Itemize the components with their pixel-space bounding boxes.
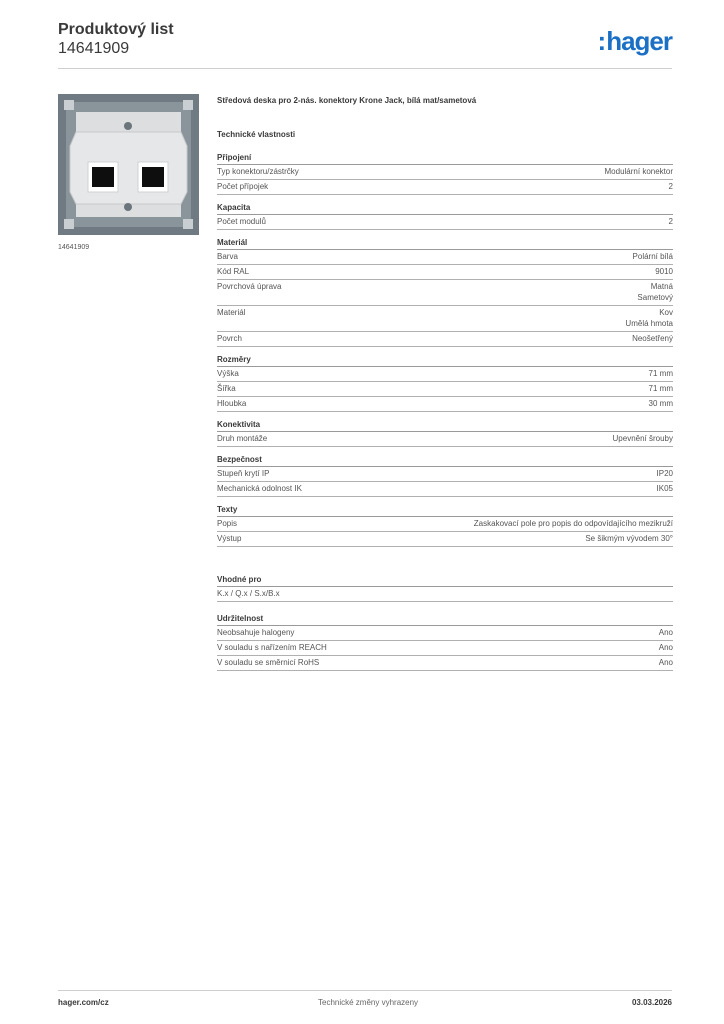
section-title: Bezpečnost: [217, 454, 673, 467]
spec-value: [649, 383, 673, 394]
spec-section: [217, 237, 673, 347]
spec-label: Výstup: [217, 534, 242, 543]
spec-value-line: Polární bílá: [632, 252, 673, 261]
spec-label: Barva: [217, 252, 238, 261]
section-title: Kapacita: [217, 202, 673, 215]
spec-value: [625, 307, 673, 329]
spec-value-line: IK05: [656, 484, 673, 493]
spec-value: [633, 251, 673, 262]
spec-row: [217, 265, 673, 280]
spec-sections: [217, 152, 673, 547]
spec-row: [217, 180, 673, 195]
spec-value-line: Ano: [658, 643, 673, 652]
section-title: Vhodné pro: [217, 574, 673, 587]
spec-label: Kód RAL: [217, 267, 250, 276]
spec-row: [217, 532, 673, 547]
spec-row: [217, 467, 673, 482]
spec-value: [669, 181, 673, 192]
spec-value: [659, 657, 673, 668]
hager-logo: :hager: [597, 26, 672, 56]
spec-section: [217, 454, 673, 497]
spec-label: Typ konektoru/zástrčky: [217, 167, 299, 176]
footer-date: 03.03.2026: [631, 998, 672, 1007]
spec-label: Povrchová úprava: [217, 282, 282, 291]
spec-value-line: Sametový: [637, 293, 673, 302]
product-image: [58, 94, 199, 235]
spec-value-line: Zaskakovací pole pro popis do odpovídajícího mezikruží: [473, 519, 673, 528]
spec-label: Stupeň krytí IP: [217, 469, 270, 478]
spec-value-line: Ano: [658, 658, 673, 667]
spec-label: Neobsahuje halogeny: [217, 628, 295, 637]
spec-row: [217, 587, 673, 602]
document-header: [58, 20, 174, 58]
specifications-panel: [217, 96, 673, 678]
spec-label: K.x / Q.x / S.x/B.x: [217, 589, 280, 598]
technical-properties-heading: Technické vlastnosti: [217, 130, 296, 139]
spec-row: [217, 397, 673, 412]
spec-value: [649, 368, 673, 379]
product-description: Středová deska pro 2-nás. konektory Krone Jack, bílá mat/sametová: [217, 96, 477, 105]
spec-value-line: 9010: [655, 267, 673, 276]
spec-row: [217, 215, 673, 230]
spec-row: [217, 656, 673, 671]
spec-row: [217, 432, 673, 447]
spec-value-line: Modulární konektor: [604, 167, 673, 176]
section-title: Texty: [217, 504, 673, 517]
spec-value-line: 2: [668, 217, 673, 226]
spec-section: [217, 202, 673, 230]
section-title: Udržitelnost: [217, 613, 673, 626]
spec-label: Materiál: [217, 308, 246, 317]
spacer: [217, 554, 673, 574]
spec-row: [217, 641, 673, 656]
spec-value-line: 71 mm: [648, 369, 673, 378]
spec-value: [632, 333, 673, 344]
spec-section: [217, 354, 673, 412]
spec-row: [217, 626, 673, 641]
spec-label: Druh montáže: [217, 434, 268, 443]
footer-notice: Technické změny vyhrazeny: [318, 998, 419, 1007]
spec-value-line: Kov: [659, 308, 673, 317]
spec-value: [649, 398, 673, 409]
spec-value: [659, 642, 673, 653]
spec-value-line: 30 mm: [648, 399, 673, 408]
header-divider: [58, 68, 672, 69]
document-title: Produktový list: [58, 21, 174, 38]
spec-label: Popis: [217, 519, 238, 528]
spec-value-line: Neošetřený: [632, 334, 673, 343]
spec-row: [217, 367, 673, 382]
spec-label: Počet přípojek: [217, 182, 269, 191]
spec-label: V souladu s nařízením REACH: [217, 643, 327, 652]
product-code: 14641909: [58, 40, 130, 57]
spec-row: [217, 332, 673, 347]
section-title: Připojení: [217, 152, 673, 165]
spec-row: [217, 517, 673, 532]
spec-section: [217, 152, 673, 195]
spec-value-line: Umělá hmota: [625, 319, 673, 328]
spec-value-line: Ano: [658, 628, 673, 637]
spec-value-line: 71 mm: [648, 384, 673, 393]
footer-website: hager.com/cz: [58, 998, 109, 1007]
spec-row: [217, 250, 673, 265]
spec-value: [659, 627, 673, 638]
spec-row: [217, 280, 673, 306]
spec-value: [585, 533, 673, 544]
spec-value-line: 2: [668, 182, 673, 191]
spec-label: Mechanická odolnost IK: [217, 484, 302, 493]
suitable-for-section: [217, 574, 673, 602]
footer-divider: [58, 990, 672, 991]
spec-row: [217, 306, 673, 332]
spec-value: [637, 281, 673, 303]
spec-label: Šířka: [217, 384, 236, 393]
spec-value: [605, 166, 673, 177]
spec-row: [217, 482, 673, 497]
spec-value-line: IP20: [656, 469, 673, 478]
spec-value-line: Matná: [650, 282, 673, 291]
section-title: Materiál: [217, 237, 673, 250]
spec-section: [217, 419, 673, 447]
spec-label: Povrch: [217, 334, 242, 343]
section-title: Konektivita: [217, 419, 673, 432]
spec-value: [613, 433, 673, 444]
spec-row: [217, 165, 673, 180]
spec-label: Počet modulů: [217, 217, 266, 226]
spec-label: V souladu se směrnicí RoHS: [217, 658, 320, 667]
spec-value: [657, 483, 673, 494]
spec-label: Výška: [217, 369, 239, 378]
spec-section: [217, 504, 673, 547]
spec-value-line: Se šikmým vývodem 30°: [585, 534, 673, 543]
section-title: Rozměry: [217, 354, 673, 367]
sustainability-section: [217, 613, 673, 671]
spec-value: [669, 216, 673, 227]
spec-value: [474, 518, 673, 529]
spec-value: [657, 468, 673, 479]
spec-value: [655, 266, 673, 277]
spec-label: Hloubka: [217, 399, 247, 408]
spec-row: [217, 382, 673, 397]
cover-plate-illustration: [58, 94, 199, 235]
spec-value-line: Upevnění šrouby: [612, 434, 673, 443]
image-caption: 14641909: [58, 244, 90, 251]
logo-text: hager: [606, 26, 672, 56]
